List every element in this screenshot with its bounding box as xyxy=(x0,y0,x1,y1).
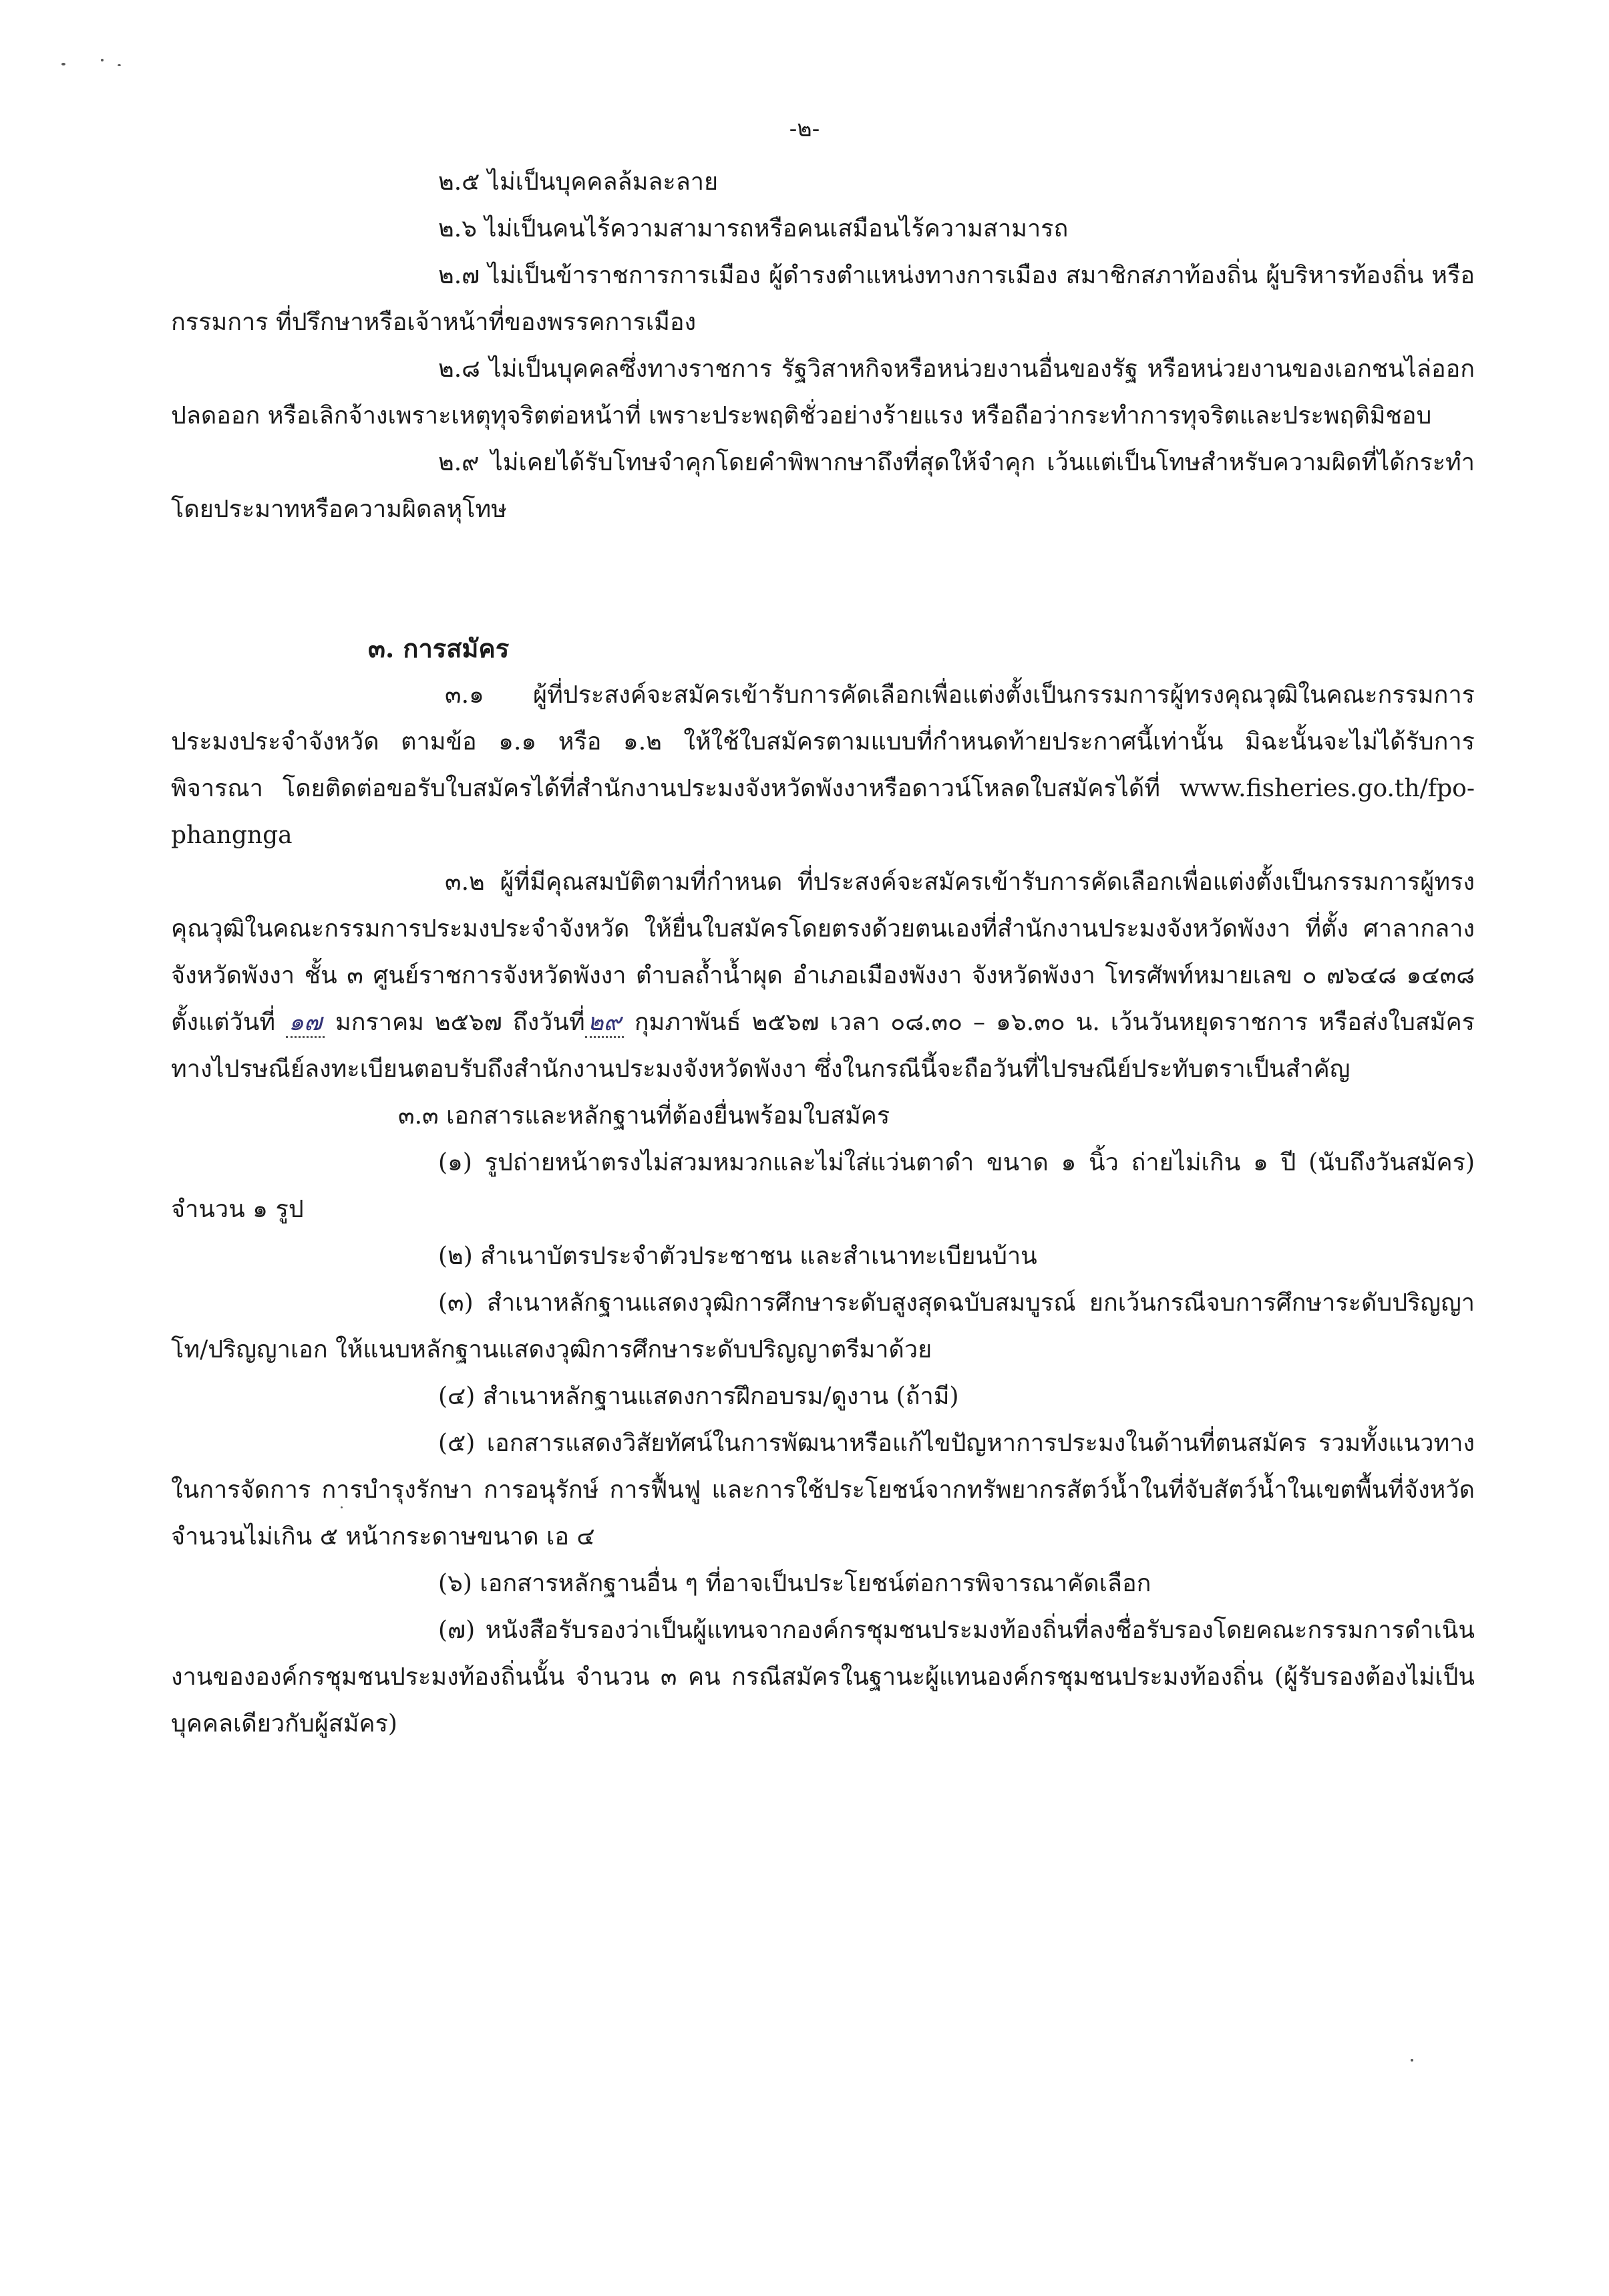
handwritten-end-day: ๒๙ xyxy=(585,1009,624,1038)
document-list-item xyxy=(171,1280,1475,1373)
list-item-number: (๕) xyxy=(438,1430,476,1457)
document-body xyxy=(171,159,1475,1748)
qualification-text: ไม่เป็นบุคคลล้มละลาย xyxy=(487,168,719,196)
clause-text: กุมภาพันธ์ ๒๕๖๗ เวลา ๐๘.๓๐ – ๑๖.๓๐ น. เว้นวันหยุดราชการ หรือส่งใบสมัครทางไปรษณีย์ลงทะเบียนตอบรับถึงสำนักงานประมงจังหวัดพังงา ซึ่งในกรณีนี้จะถือวันที่ไปรษณีย์ประทับตราเป็นสำคัญ xyxy=(171,1009,1475,1083)
list-item-number: (๖) xyxy=(438,1570,472,1597)
list-item-text: สำเนาหลักฐานแสดงการฝึกอบรม/ดูงาน (ถ้ามี) xyxy=(482,1383,959,1410)
list-item-text: รูปถ่ายหน้าตรงไม่สวมหมวกและไม่ใส่แว่นตาดำ ขนาด ๑ นิ้ว ถ่ายไม่เกิน ๑ ปี (นับถึงวันสมัคร) จำนวน ๑ รูป xyxy=(171,1149,1475,1223)
clause-text: มกราคม ๒๕๖๗ ถึงวันที่ xyxy=(335,1009,585,1036)
clause-number: ๓.๑ xyxy=(445,681,484,709)
document-list-item xyxy=(171,1373,1475,1420)
document-list-item xyxy=(171,1607,1475,1748)
list-item-number: (๓) xyxy=(438,1289,474,1317)
qualification-item xyxy=(171,206,1475,253)
handwritten-start-day: ๑๗ xyxy=(286,1009,325,1038)
qualification-item xyxy=(171,440,1475,533)
list-item-text: หนังสือรับรองว่าเป็นผู้แทนจากองค์กรชุมชนประมงท้องถิ่นที่ลงชื่อรับรองโดยคณะกรรมการดำเนินงานขององค์กรชุมชนประมงท้องถิ่นนั้น จำนวน ๓ คน กรณีสมัครในฐานะผู้แทนองค์กรชุมชนประมงท้องถิ่น (ผู้รับรองต้องไม่เป็นบุคคลเดียวกับผู้สมัคร) xyxy=(171,1617,1475,1738)
clause-text: เอกสารและหลักฐานที่ต้องยื่นพร้อมใบสมัคร xyxy=(446,1102,890,1130)
list-item-text: เอกสารแสดงวิสัยทัศน์ในการพัฒนาหรือแก้ไขปัญหาการประมงในด้านที่ตนสมัคร รวมทั้งแนวทางในการจัดการ การบำรุงรักษา การอนุรักษ์ การฟื้นฟู และการใช้ประโยชน์จากทรัพยากรสัตว์น้ำในที่จับสัตว์น้ำในเขตพื้นที่จังหวัด จำนวนไม่เกิน ๕ หน้ากระดาษขนาด เอ ๔ xyxy=(171,1430,1475,1550)
clause-3-3 xyxy=(171,1093,1475,1140)
document-list-item xyxy=(171,1561,1475,1607)
qualification-text: ไม่เป็นบุคคลซึ่งทางราชการ รัฐวิสาหกิจหรือหน่วยงานอื่นของรัฐ หรือหน่วยงานของเอกชนไล่ออก ปลดออก หรือเลิกจ้างเพราะเหตุทุจริตต่อหน้าที่ เพราะประพฤติชั่วอย่างร้ายแรง หรือถือว่ากระทำการทุจริตและประพฤติมิชอบ xyxy=(171,355,1475,430)
document-list-item xyxy=(171,1140,1475,1233)
qualification-item xyxy=(171,346,1475,440)
clause-3-1 xyxy=(171,672,1475,859)
section-spacer xyxy=(171,533,1475,625)
qualification-number: ๒.๙ xyxy=(438,449,480,476)
clause-3-2 xyxy=(171,859,1475,1093)
clause-text: ผู้ที่มีคุณสมบัติตามที่กำหนด ที่ประสงค์จะสมัครเข้ารับการคัดเลือกเพื่อแต่งตั้งเป็นกรรมการผู้ทรงคุณวุฒิในคณะกรรมการประมงประจำจังหวัด ให้ยื่นใบสมัครโดยตรงด้วยตนเองที่สำนักงานประมงจังหวัดพังงา ที่ตั้ง ศาลากลางจังหวัดพังงา ชั้น ๓ ศูนย์ราชการจังหวัดพังงา ตำบลถ้ำน้ำผุด อำเภอเมืองพังงา จังหวัดพังงา โทรศัพท์หมายเลข ๐ ๗๖๔๘ ๑๔๓๘ ตั้งแต่วันที่ xyxy=(171,868,1475,1036)
qualification-number: ๒.๕ xyxy=(438,168,480,196)
qualification-number: ๒.๖ xyxy=(438,215,478,242)
list-item-number: (๔) xyxy=(438,1383,476,1410)
clause-number: ๓.๓ xyxy=(398,1102,439,1130)
qualification-text: ไม่เป็นข้าราชการการเมือง ผู้ดำรงตำแหน่งทางการเมือง สมาชิกสภาท้องถิ่น ผู้บริหารท้องถิ่น หรือกรรมการ ที่ปรึกษาหรือเจ้าหน้าที่ของพรรคการเมือง xyxy=(171,262,1475,336)
qualification-text: ไม่เป็นคนไร้ความสามารถหรือคนเสมือนไร้ความสามารถ xyxy=(484,215,1069,242)
list-item-number: (๒) xyxy=(438,1243,473,1270)
qualification-number: ๒.๘ xyxy=(438,355,480,383)
clause-text: ผู้ที่ประสงค์จะสมัครเข้ารับการคัดเลือกเพื่อแต่งตั้งเป็นกรรมการผู้ทรงคุณวุฒิในคณะกรรมการประมงประจำจังหวัด ตามข้อ ๑.๑ หรือ ๑.๒ ให้ใช้ใบสมัครตามแบบที่กำหนดท้ายประกาศนี้เท่านั้น มิฉะนั้นจะไม่ได้รับการพิจารณา โดยติดต่อขอรับใบสมัครได้ที่สำนักงานประมงจังหวัดพังงาหรือดาวน์โหลดใบสมัครได้ที่ xyxy=(171,681,1475,802)
qualification-number: ๒.๗ xyxy=(438,262,480,289)
clause-number: ๓.๒ xyxy=(445,868,485,896)
qualification-text: ไม่เคยได้รับโทษจำคุกโดยคำพิพากษาถึงที่สุดให้จำคุก เว้นแต่เป็นโทษสำหรับความผิดที่ได้กระทำโดยประมาทหรือความผิดลหุโทษ xyxy=(171,449,1475,523)
list-item-number: (๗) xyxy=(438,1617,476,1644)
page-number: -๒- xyxy=(789,116,820,142)
section-heading-application: ๓. การสมัคร xyxy=(368,633,510,663)
document-list-item xyxy=(171,1420,1475,1561)
qualification-item xyxy=(171,253,1475,346)
list-item-text: สำเนาหลักฐานแสดงวุฒิการศึกษาระดับสูงสุดฉบับสมบูรณ์ ยกเว้นกรณีจบการศึกษาระดับปริญญาโท/ปริญญาเอก ให้แนบหลักฐานแสดงวุฒิการศึกษาระดับปริญญาตรีมาด้วย xyxy=(171,1289,1475,1363)
document-list-item xyxy=(171,1233,1475,1280)
download-url-link[interactable]: www.fisheries.go.th/fpo-phangnga xyxy=(171,775,1475,849)
qualification-item xyxy=(171,159,1475,206)
list-item-number: (๑) xyxy=(438,1149,472,1176)
list-item-text: สำเนาบัตรประจำตัวประชาชน และสำเนาทะเบียนบ้าน xyxy=(480,1243,1037,1270)
list-item-text: เอกสารหลักฐานอื่น ๆ ที่อาจเป็นประโยชน์ต่อการพิจารณาคัดเลือก xyxy=(480,1570,1151,1597)
